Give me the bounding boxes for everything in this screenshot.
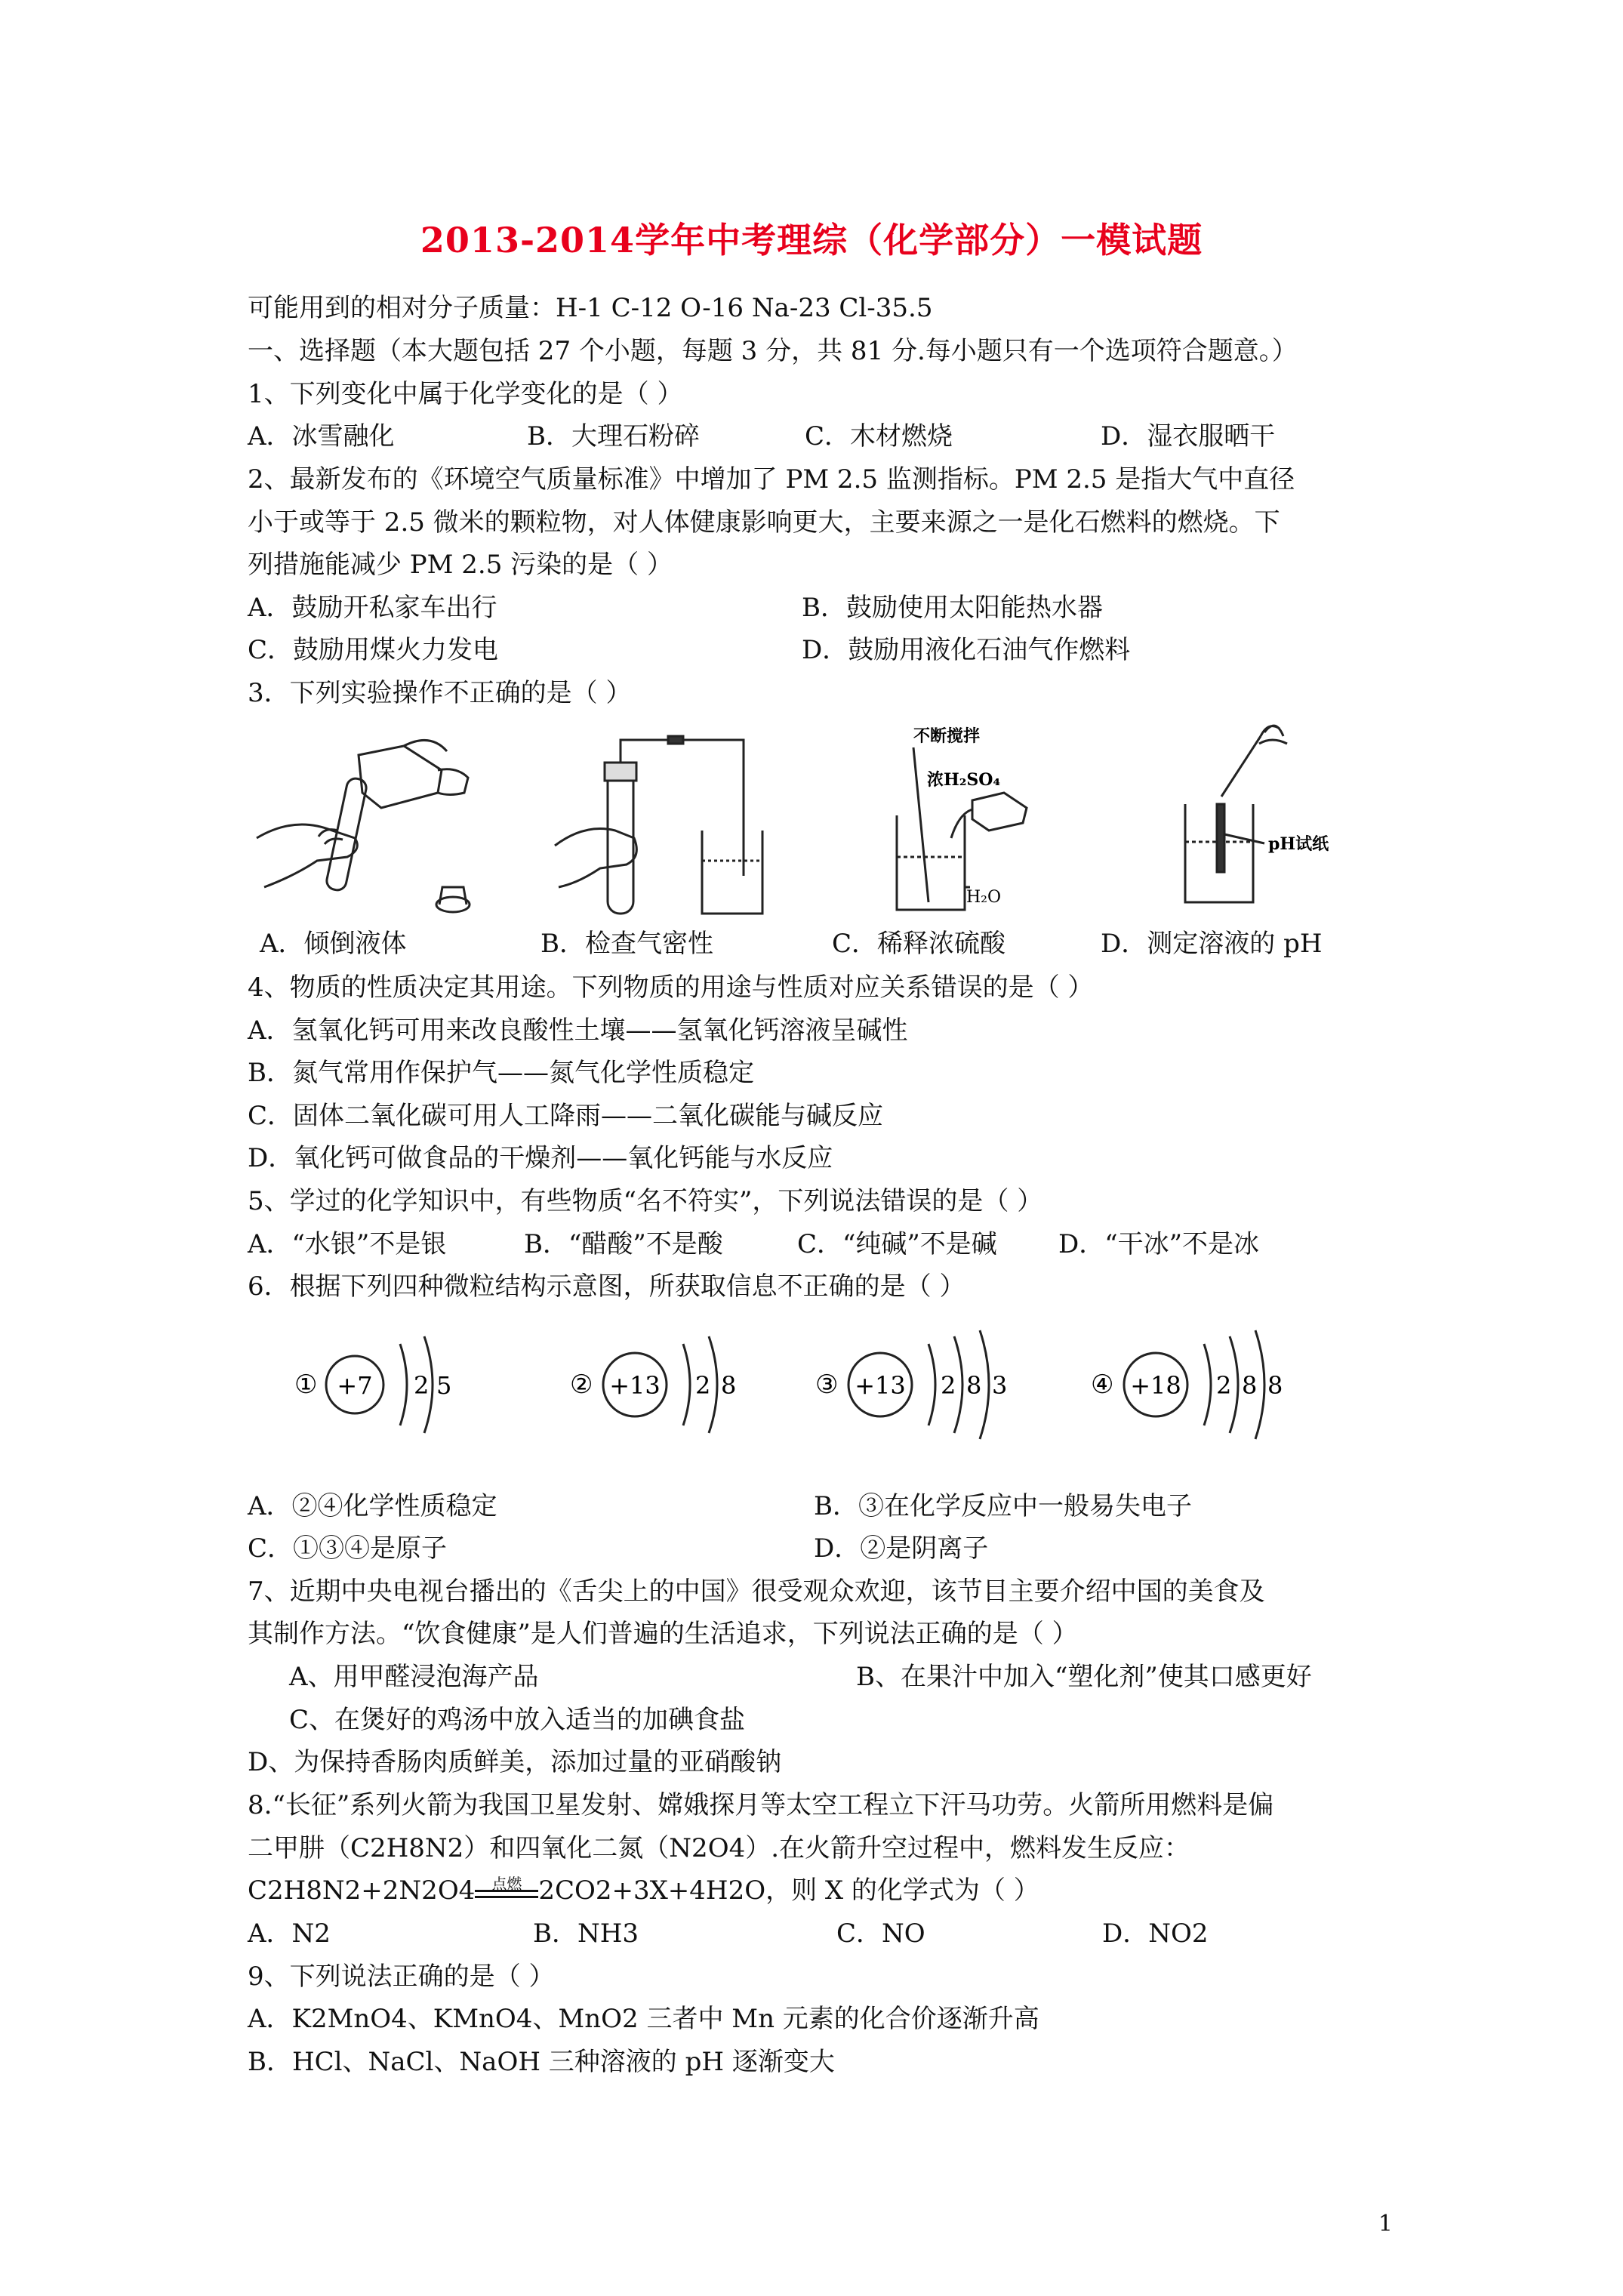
q2-line-1: 2、最新发布的《环境空气质量标准》中增加了 PM 2.5 监测指标。PM 2.5 是指大气中直径 [248, 464, 1295, 495]
q2-option-b: B．鼓励使用太阳能热水器 [802, 593, 1103, 623]
q6-option-c: C．①③④是原子 [248, 1533, 448, 1564]
acid-label: 浓H₂SO₄ [927, 770, 1001, 790]
q5-option-c: C．“纯碱”不是碱 [797, 1229, 997, 1259]
q4-option-a: A．氢氧化钙可用来改良酸性土壤——氢氧化钙溶液呈碱性 [248, 1015, 908, 1046]
q1-option-c: C．木材燃烧 [805, 421, 953, 451]
section-heading: 一、选择题（本大题包括 27 个小题，每题 3 分，共 81 分.每小题只有一个选项符合题意。） [248, 336, 1298, 366]
q2-option-c: C．鼓励用煤火力发电 [248, 635, 499, 665]
svg-text:5: 5 [436, 1371, 452, 1400]
q4-stem: 4、物质的性质决定其用途。下列物质的用途与性质对应关系错误的是（ ） [248, 972, 1094, 1003]
q3-option-a: A．倾倒液体 [260, 929, 407, 959]
svg-text:③: ③ [815, 1370, 839, 1400]
q7-option-d: D、为保持香肠肉质鲜美，添加过量的亚硝酸钠 [248, 1747, 782, 1777]
q1-stem: 1、下列变化中属于化学变化的是（ ） [248, 379, 683, 409]
q3-option-c: C．稀释浓硫酸 [832, 929, 1006, 959]
q5-option-a: A．“水银”不是银 [248, 1229, 447, 1259]
reaction-condition: 点燃 [491, 1874, 522, 1893]
q9-option-a: A．K2MnO4、KMnO4、MnO2 三者中 Mn 元素的化合价逐渐升高 [248, 2004, 1039, 2034]
particle-2-diagram [570, 1329, 766, 1442]
svg-text:②: ② [570, 1370, 593, 1400]
q1-option-a: A．冰雪融化 [248, 421, 395, 451]
q8-option-a: A．N2 [248, 1918, 331, 1949]
svg-text:8: 8 [1267, 1371, 1283, 1400]
ph-paper-label: pH试纸 [1268, 834, 1329, 854]
q6-option-b: B．③在化学反应中一般易失电子 [814, 1491, 1192, 1521]
q8-option-c: C．NO [836, 1918, 925, 1949]
q4-option-d: D．氧化钙可做食品的干燥剂——氧化钙能与水反应 [248, 1143, 833, 1173]
q8-equation [248, 1875, 1039, 1906]
svg-text:8: 8 [966, 1371, 982, 1400]
q7-option-a: A、用甲醛浸泡海产品 [289, 1662, 539, 1692]
svg-text:+18: +18 [1130, 1371, 1181, 1400]
airtightness-figure [540, 725, 766, 921]
svg-text:3: 3 [992, 1371, 1008, 1400]
pouring-liquid-figure [249, 725, 498, 921]
q5-option-b: B．“醋酸”不是酸 [524, 1229, 723, 1259]
q8-option-d: D．NO2 [1102, 1918, 1209, 1949]
q6-option-d: D．②是阴离子 [814, 1533, 989, 1564]
equation-products: 2CO2+3X+4H2O，则 X 的化学式为（ ） [538, 1875, 1039, 1906]
q9-stem: 9、下列说法正确的是（ ） [248, 1962, 555, 1992]
page-number: 1 [1378, 2211, 1393, 2237]
svg-text:+13: +13 [609, 1371, 661, 1400]
q3-option-d: D．测定溶液的 pH [1101, 929, 1323, 959]
q6-option-a: A．②④化学性质稳定 [248, 1491, 497, 1521]
q4-option-b: B．氮气常用作保护气——氮气化学性质稳定 [248, 1058, 754, 1088]
exam-title: 2013-2014学年中考理综（化学部分）一模试题 [420, 220, 1203, 260]
svg-text:+13: +13 [855, 1371, 906, 1400]
svg-text:2: 2 [941, 1371, 956, 1400]
q6-stem: 6．根据下列四种微粒结构示意图，所获取信息不正确的是（ ） [248, 1271, 965, 1302]
q5-option-d: D．“干冰”不是冰 [1058, 1229, 1260, 1259]
stir-label: 不断搅拌 [913, 726, 981, 746]
q8-line-2: 二甲肼（C2H8N2）和四氧化二氮（N2O4）.在火箭升空过程中，燃料发生反应： [248, 1833, 1190, 1863]
reaction-condition-mark [475, 1874, 538, 1898]
q1-option-b: B．大理石粉碎 [527, 421, 700, 451]
atomic-masses: 可能用到的相对分子质量：H-1 C-12 O-16 Na-23 Cl-35.5 [248, 293, 933, 323]
q9-option-b: B．HCl、NaCl、NaOH 三种溶液的 pH 逐渐变大 [248, 2047, 835, 2077]
q8-line-1: 8.“长征”系列火箭为我国卫星发射、嫦娥探月等太空工程立下汗马功劳。火箭所用燃料是偏 [248, 1790, 1274, 1820]
q1-option-d: D．湿衣服晒干 [1101, 421, 1276, 451]
q7-line-1: 7、近期中央电视台播出的《舌尖上的中国》很受观众欢迎，该节目主要介绍中国的美食及 [248, 1576, 1265, 1607]
q4-option-c: C．固体二氧化碳可用人工降雨——二氧化碳能与碱反应 [248, 1101, 884, 1131]
q2-line-2: 小于或等于 2.5 微米的颗粒物，对人体健康影响更大，主要来源之一是化石燃料的燃烧。下 [248, 507, 1280, 538]
measure-ph-figure [1170, 713, 1366, 917]
svg-text:2: 2 [1216, 1371, 1232, 1400]
water-label: H₂O [966, 888, 1002, 907]
particle-1-diagram [294, 1329, 491, 1442]
dilute-acid-figure [876, 725, 1072, 921]
q7-line-2: 其制作方法。“饮食健康”是人们普遍的生活追求，下列说法正确的是（ ） [248, 1619, 1078, 1649]
particle-4-diagram [1091, 1329, 1317, 1442]
q7-option-c: C、在煲好的鸡汤中放入适当的加碘食盐 [289, 1705, 746, 1735]
q2-option-d: D．鼓励用液化石油气作燃料 [802, 635, 1131, 665]
q2-option-a: A．鼓励开私家车出行 [248, 593, 497, 623]
q5-stem: 5、学过的化学知识中，有些物质“名不符实”，下列说法错误的是（ ） [248, 1186, 1043, 1216]
svg-text:①: ① [294, 1370, 318, 1400]
svg-text:④: ④ [1091, 1370, 1114, 1400]
svg-text:8: 8 [721, 1371, 737, 1400]
svg-text:+7: +7 [337, 1371, 373, 1400]
svg-text:2: 2 [695, 1371, 711, 1400]
q3-stem: 3．下列实验操作不正确的是（ ） [248, 678, 632, 708]
svg-text:8: 8 [1242, 1371, 1258, 1400]
equation-reactants: C2H8N2+2N2O4 [248, 1875, 476, 1906]
q2-line-3: 列措施能减少 PM 2.5 污染的是（ ） [248, 550, 673, 580]
q8-option-b: B．NH3 [533, 1918, 639, 1949]
particle-3-diagram [815, 1329, 1042, 1442]
q7-option-b: B、在果汁中加入“塑化剂”使其口感更好 [856, 1662, 1312, 1692]
q3-option-b: B．检查气密性 [540, 929, 713, 959]
svg-text:2: 2 [414, 1371, 430, 1400]
